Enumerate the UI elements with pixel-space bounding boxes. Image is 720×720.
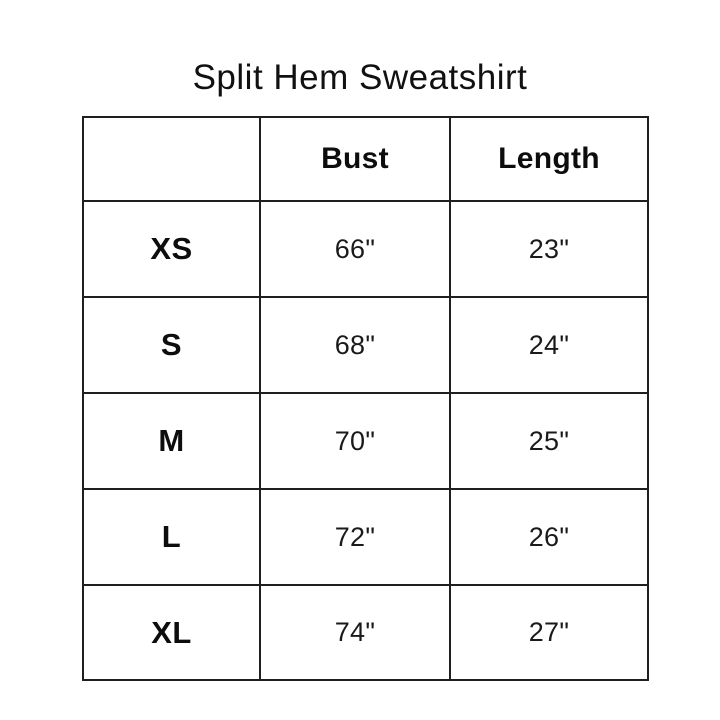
- chart-title: Split Hem Sweatshirt: [192, 58, 528, 97]
- table-row-m: [83, 393, 648, 489]
- size-label: L: [83, 489, 260, 585]
- bust-value: 68": [260, 297, 450, 393]
- size-chart-table: [82, 116, 649, 681]
- size-label: M: [83, 393, 260, 489]
- length-value: 23": [450, 201, 648, 297]
- bust-value: 74": [260, 585, 450, 680]
- header-row: [83, 117, 648, 201]
- col-header-length: Length: [450, 117, 648, 201]
- length-value: 25": [450, 393, 648, 489]
- length-value: 27": [450, 585, 648, 680]
- size-label: XL: [83, 585, 260, 680]
- table-row-l: [83, 489, 648, 585]
- table-row-xs: [83, 201, 648, 297]
- size-label: XS: [83, 201, 260, 297]
- length-value: 26": [450, 489, 648, 585]
- bust-value: 66": [260, 201, 450, 297]
- bust-value: 72": [260, 489, 450, 585]
- size-label: S: [83, 297, 260, 393]
- table-row-xl: [83, 585, 648, 680]
- bust-value: 70": [260, 393, 450, 489]
- col-header-bust: Bust: [260, 117, 450, 201]
- col-header-empty: [83, 117, 260, 201]
- length-value: 24": [450, 297, 648, 393]
- table-row-s: [83, 297, 648, 393]
